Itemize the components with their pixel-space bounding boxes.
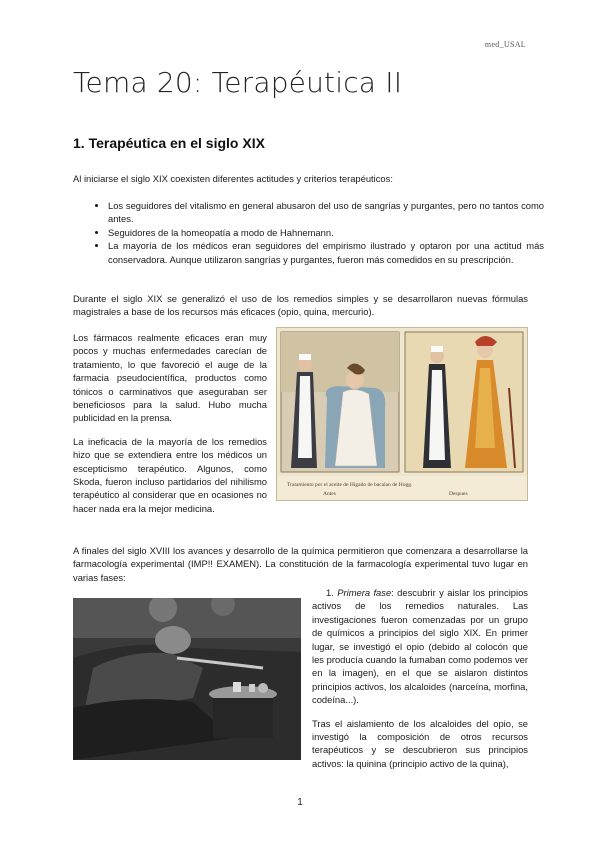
- figure-caption-after: Despues: [449, 491, 468, 497]
- illustration-svg: [277, 328, 527, 500]
- phase-paragraph: [312, 586, 528, 707]
- body-paragraph: Los fármacos realmente eficaces eran muy pocos y muchas enfermedades carecían de tratamiento, lo que favoreció el auge de la farmacia pseudocientífica, productos como tónicos o carminativos que aseguraban ser beneficiosos para la salud. Hubo mucha publicidad en la prensa.: [73, 332, 267, 424]
- figure-caption: Tratamiento por el aceite de Hígado de bacalao de Hogg.: [287, 482, 413, 488]
- left-text-column: [73, 331, 267, 525]
- right-text-column: [312, 586, 528, 780]
- body-paragraph: La ineficacia de la mayoría de los remedios hizo que se extendiera entre los médicos un escepticismo terapéutico. Algunos, como Skoda, fueron incluso partidarios del nihilismo terapéutico al considerar que en ocasiones no hacer nada era la mejor medicina.: [73, 435, 267, 514]
- figure-caption-before: Antes: [323, 491, 336, 497]
- vintage-advertisement-illustration: [276, 327, 528, 501]
- phase-number: 1.: [326, 587, 334, 598]
- list-item: • Los seguidores del vitalismo en general abusaron del uso de sangrías y purgantes, pero no tantos como antes.: [108, 199, 544, 226]
- opium-smoker-photograph: [73, 598, 301, 760]
- document-tag: med_USAL: [484, 40, 526, 49]
- body-paragraph: Tras el aislamiento de los alcaloides del opio, se investigó la composición de otros recursos terapéuticos y se descubrieron sus principios activos: la quinina (principio activo de la quina),: [312, 717, 528, 769]
- page-number: 1: [297, 797, 303, 808]
- page-title: Tema 20: Terapéutica II: [73, 66, 403, 99]
- phase-text: : descubrir y aislar los principios activos de los remedios naturales. Las investigaciones fueron comenzadas por un grupo de químicos a principios del siglo XIX. En primer lugar, se investigó el opio (debido al colocón que les producía cuando la fumaban como podemos ver en la imagen), en el que se aislaron distintos principios activos, los alcaloides (narceína, morfina, codeína...).: [312, 587, 528, 706]
- body-paragraph: A finales del siglo XVIII los avances y desarrollo de la química permitieron que comenzara a desarrollarse la farmacología experimental (IMP!! EXAMEN). La constitución de la farmacología experimental tuvo lugar en varias fases:: [73, 545, 528, 583]
- intro-paragraph: Al iniciarse el siglo XIX coexisten diferentes actitudes y criterios terapéuticos:: [73, 173, 393, 184]
- section-heading: 1. Terapéutica en el siglo XIX: [73, 135, 265, 151]
- bullet-list: [92, 199, 544, 266]
- photo-svg: [73, 598, 301, 760]
- phase-name: Primera fase: [337, 587, 392, 598]
- body-paragraph: Durante el siglo XIX se generalizó el uso de los remedios simples y se desarrollaron nuevas fórmulas magistrales a base de los recursos más eficaces (opio, quina, mercurio).: [73, 293, 528, 318]
- list-item: • Seguidores de la homeopatía a modo de Hahnemann.: [108, 226, 544, 239]
- list-item: • La mayoría de los médicos eran seguidores del empirismo ilustrado y optaron por una actitud más conservadora. Aunque utilizaron sangrías y purgantes, fueron más comedidos en su prescripción.: [108, 239, 544, 266]
